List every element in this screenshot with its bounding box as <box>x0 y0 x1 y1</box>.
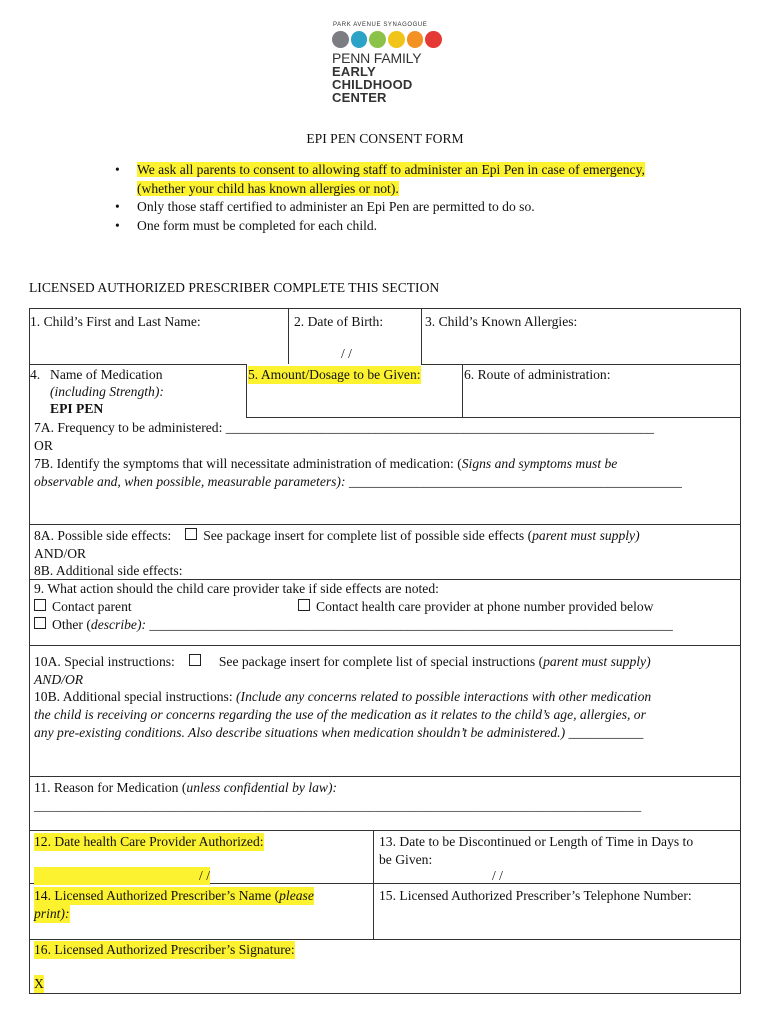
logo-dots <box>332 31 442 48</box>
additional-instructions-line3[interactable]: any pre-existing conditions. Also describe situations when medication shouldn’t be administered.) ___________ <box>34 725 644 740</box>
contact-provider-checkbox[interactable] <box>298 599 310 611</box>
prescriber-name-label-2: print): <box>34 906 70 921</box>
dosage-label: 5. Amount/Dosage to be Given: <box>248 367 421 382</box>
logo-org: PARK AVENUE SYNAGOGUE <box>333 22 428 28</box>
special-instructions-checkbox[interactable] <box>189 654 201 666</box>
frequency-or: OR <box>34 438 53 453</box>
discontinue-slashes[interactable]: / / <box>492 868 503 883</box>
medication-num: 4. <box>30 367 41 382</box>
instruction-item: • One form must be completed for each child. <box>113 217 653 236</box>
logo-dot <box>388 31 405 48</box>
allergies-label: 3. Child’s Known Allergies: <box>425 314 578 329</box>
dob-label: 2. Date of Birth: <box>294 314 384 329</box>
date-authorized-label: 12. Date health Care Provider Authorized: <box>34 834 264 849</box>
instruction-item <box>113 161 653 198</box>
discontinue-label-2: be Given: <box>379 852 433 867</box>
page-title: EPI PEN CONSENT FORM <box>306 131 464 146</box>
side-effects-checkbox[interactable] <box>185 528 197 540</box>
dob-slashes[interactable]: / / <box>341 346 352 361</box>
logo-line2: EARLY <box>332 64 376 79</box>
medication-value: EPI PEN <box>50 401 104 416</box>
additional-instructions-label: 10B. Additional special instructions: (Include any concerns related to possible interactions with other medication <box>34 689 652 704</box>
route-label: 6. Route of administration: <box>464 367 611 382</box>
instruction-item: • Only those staff certified to administer an Epi Pen are permitted to do so. <box>113 198 653 217</box>
instruction-text: We ask all parents to consent to allowing staff to administer an Epi Pen in case of emergency, (whether your child has known allergies or not). <box>137 162 645 196</box>
logo <box>332 22 442 104</box>
prescriber-name-label: 14. Licensed Authorized Prescriber’s Name (please <box>34 888 314 903</box>
contact-parent-option[interactable]: Contact parent <box>34 598 132 616</box>
instruction-list <box>113 161 653 235</box>
medication-sub-label: (including Strength): <box>50 384 164 399</box>
contact-parent-checkbox[interactable] <box>34 599 46 611</box>
logo-dot <box>369 31 386 48</box>
signature-x[interactable]: X <box>34 976 44 991</box>
additional-instructions-line2: the child is receiving or concerns regarding the use of the medication as it relates to the child’s age, allergies, or <box>34 707 646 722</box>
side-effects-andor: AND/OR <box>34 546 87 561</box>
logo-line3: CHILDHOOD <box>332 77 413 92</box>
reason-label: 11. Reason for Medication (unless confidential by law): <box>34 780 338 795</box>
medication-label: Name of Medication <box>50 367 163 382</box>
section-heading: LICENSED AUTHORIZED PRESCRIBER COMPLETE THIS SECTION <box>29 280 440 295</box>
symptoms-label: 7B. Identify the symptoms that will necessitate administration of medication: (Signs and symptoms must be <box>34 456 618 471</box>
special-instructions-label: 10A. Special instructions: See package insert for complete list of special instructions (parent must supply) <box>34 654 651 669</box>
symptoms-line[interactable]: observable and, when possible, measurable parameters): _________________________________________________ <box>34 474 682 489</box>
date-authorized-slashes[interactable]: / / <box>34 867 210 885</box>
consent-form <box>29 308 741 994</box>
logo-dot <box>407 31 424 48</box>
side-effects-label: 8A. Possible side effects: See package insert for complete list of possible side effects (parent must supply) <box>34 528 640 543</box>
frequency-label[interactable]: 7A. Frequency to be administered: _______________________________________________________________ <box>34 420 654 435</box>
reason-line[interactable]: __________________________________________________________________________________________________ <box>34 799 642 813</box>
logo-line4: CENTER <box>332 90 387 105</box>
other-checkbox[interactable] <box>34 617 46 629</box>
child-name-label: 1. Child’s First and Last Name: <box>30 314 201 329</box>
contact-provider-option[interactable]: Contact health care provider at phone number provided below <box>298 598 653 616</box>
logo-dot <box>425 31 442 48</box>
action-label: 9. What action should the child care provider take if side effects are noted: <box>34 581 439 596</box>
prescriber-signature-label: 16. Licensed Authorized Prescriber’s Signature: <box>34 942 295 957</box>
logo-dot <box>332 31 349 48</box>
logo-line1: PENN FAMILY <box>332 50 422 66</box>
discontinue-label: 13. Date to be Discontinued or Length of Time in Days to <box>379 834 694 849</box>
additional-side-effects-label: 8B. Additional side effects: <box>34 563 183 578</box>
special-instructions-andor: AND/OR <box>34 672 84 687</box>
prescriber-phone-label: 15. Licensed Authorized Prescriber’s Telephone Number: <box>379 888 692 903</box>
other-option[interactable]: Other (describe): _____________________________________________________________________________ <box>34 616 673 634</box>
logo-dot <box>351 31 368 48</box>
